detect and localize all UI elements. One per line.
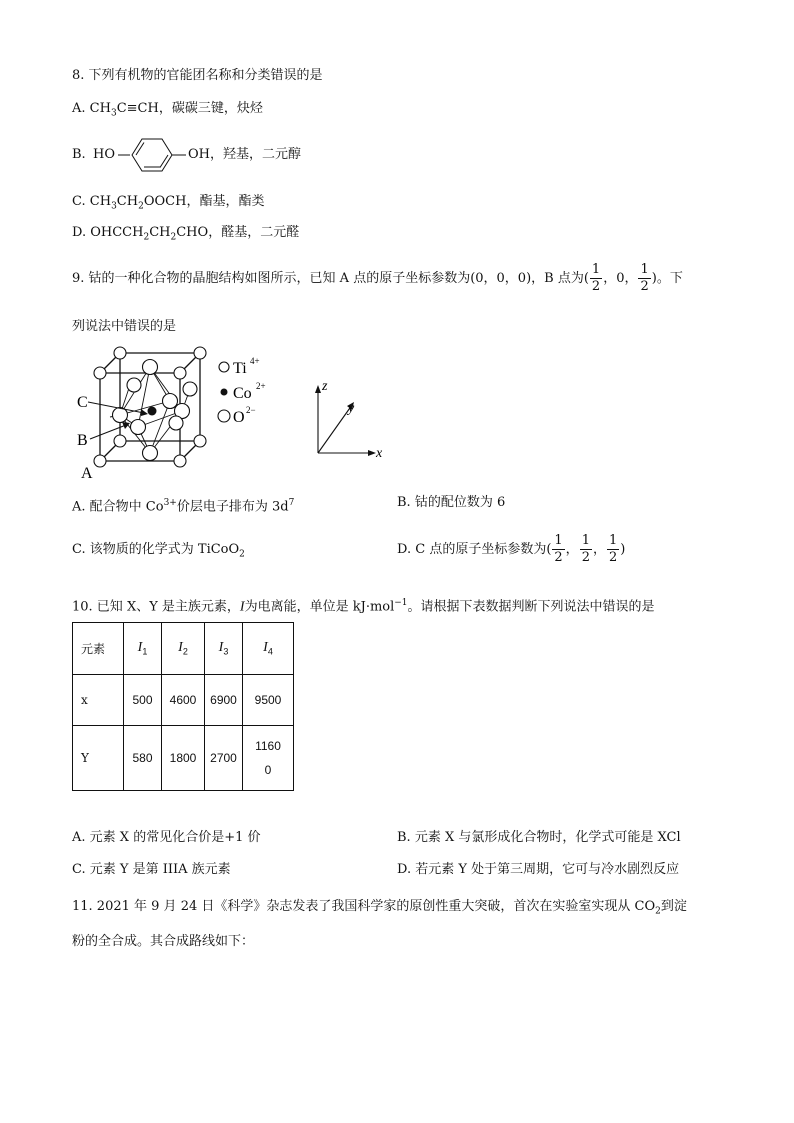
- axis-y-label: y: [348, 401, 355, 416]
- table-row: [73, 726, 294, 791]
- q9-stem-text: )。下: [651, 271, 683, 286]
- separator: ，: [565, 542, 579, 557]
- q9-stem: [72, 262, 683, 296]
- header-i: I: [263, 640, 268, 656]
- option-text: ，碳碳三键，炔烃: [158, 101, 263, 116]
- option-text: ，醛基，二元醛: [208, 225, 300, 240]
- option-text: 元素 Y 是第 IIIA 族元素: [89, 862, 231, 877]
- fraction-denominator: 2: [591, 279, 601, 294]
- q9-stem-text: ，0，: [603, 271, 638, 286]
- crystal-cell-figure: [72, 345, 392, 485]
- label-b: B: [77, 432, 88, 449]
- q10-stem-text: 为电离能，单位是 kJ·mol: [244, 599, 395, 615]
- option-text: 价层电子排布为 3d: [176, 499, 289, 515]
- legend-o: O: [233, 409, 245, 426]
- option-label: B.: [397, 495, 411, 510]
- q10-stem: [72, 594, 655, 616]
- option-label: D.: [72, 225, 87, 240]
- formula-subscript: 2: [143, 232, 150, 243]
- option-text: ，羟基，二元醇: [210, 147, 302, 162]
- fraction-half: [607, 533, 619, 566]
- table-cell: 4600: [162, 675, 205, 726]
- benzene-ring-icon: [118, 135, 186, 175]
- option-label: B.: [72, 147, 86, 162]
- q8-stem-text: 8. 下列有机物的官能团名称和分类错误的是: [72, 68, 323, 83]
- formula-part: OHCCH: [90, 225, 144, 240]
- q10-option-d: [397, 861, 679, 879]
- option-label: C.: [72, 862, 86, 877]
- unit-exponent: −1: [394, 598, 408, 608]
- q9-option-d: [397, 533, 625, 567]
- q11-stem: [72, 898, 687, 921]
- q8-option-c: [72, 193, 264, 216]
- hydroxyl-right: OH: [188, 147, 210, 162]
- header-i: I: [137, 640, 143, 656]
- q9-stem-text: 9. 钴的一种化合物的晶胞结构如图所示，已知 A 点的原子坐标参数为(0，0，0)，B 点为(: [72, 271, 589, 286]
- option-text: 该物质的化学式为 TiCoO: [89, 542, 240, 557]
- option-label: A.: [72, 101, 86, 116]
- option-text: 元素 X 的常见化合价是+1 价: [89, 830, 261, 845]
- legend-co-marker: [221, 389, 228, 396]
- fraction-denominator: 2: [554, 550, 563, 565]
- hydroxyl-left: HO: [93, 147, 115, 162]
- q8-option-b-text: [188, 146, 301, 164]
- header-sub: 4: [267, 646, 273, 657]
- table-cell: 580: [124, 726, 162, 791]
- q8-stem: [72, 67, 323, 85]
- legend-o-marker: [218, 410, 230, 422]
- legend-ti-charge: 4+: [250, 356, 260, 366]
- table-cell: 1800: [162, 726, 205, 791]
- table-cell: Y: [73, 726, 124, 791]
- header-i: I: [178, 640, 183, 656]
- q10-stem-text: 。请根据下表数据判断下列说法中错误的是: [407, 599, 655, 615]
- formula-part: CHO: [176, 225, 209, 240]
- fraction-denominator: 2: [640, 279, 649, 294]
- separator: ，: [592, 542, 606, 557]
- table-header-cell: [124, 623, 162, 675]
- formula-subscript: 2: [655, 906, 661, 917]
- formula-subscript: 2: [239, 549, 245, 560]
- fraction-half: [580, 533, 592, 566]
- option-label: C.: [72, 542, 86, 557]
- table-cell: 500: [124, 675, 162, 726]
- ionization-energy-table: [72, 622, 294, 791]
- header-sub: 1: [142, 646, 148, 657]
- table-row: [73, 675, 294, 726]
- option-text: 钴的配位数为 6: [414, 495, 506, 510]
- fraction-half: [638, 262, 650, 295]
- q10-stem-text: 10. 已知 X、Y 是主族元素，: [72, 599, 240, 615]
- q8-option-a: [72, 100, 263, 123]
- table-cell: x: [73, 675, 124, 726]
- option-text: 元素 X 与氯形成化合物时，化学式可能是 XCl: [414, 830, 681, 845]
- fraction-numerator: 1: [581, 533, 590, 548]
- option-text: ): [620, 542, 626, 557]
- legend-ti-marker: [219, 362, 229, 372]
- option-label: A.: [72, 499, 86, 515]
- q11-stem-text: 到淀: [660, 899, 687, 914]
- option-text: C 点的原子坐标参数为(: [415, 542, 552, 557]
- q8-option-d: [72, 224, 299, 247]
- q11-stem-text: 11. 2021 年 9 月 24 日《科学》杂志发表了我国科学家的原创性重大突破，首次在实验室实现从 CO: [72, 899, 656, 914]
- formula-part: CH: [149, 225, 171, 240]
- formula-part: CH: [89, 101, 111, 116]
- fraction-numerator: 1: [608, 533, 618, 548]
- axis-z-label: z: [322, 379, 328, 394]
- formula-part: OOCH: [143, 194, 187, 209]
- axis-x-label: x: [376, 446, 383, 461]
- table-header-cell: [162, 623, 205, 675]
- table-header-row: [73, 623, 294, 675]
- electron-count: 7: [288, 498, 295, 508]
- legend-ti: Ti: [233, 360, 247, 377]
- option-label: A.: [72, 830, 86, 845]
- label-a: A: [81, 465, 93, 482]
- q9-stem-line2: [72, 318, 176, 336]
- option-text: ，酯基，酯类: [186, 194, 265, 209]
- fraction-denominator: 2: [608, 550, 618, 565]
- q11-stem-line2: [72, 933, 254, 951]
- q8-option-b: [72, 146, 86, 164]
- header-sub: 3: [223, 646, 229, 657]
- q10-option-a: [72, 829, 261, 847]
- table-header-cell: [205, 623, 243, 675]
- legend-co-charge: 2+: [256, 381, 266, 391]
- formula-part: CH: [116, 194, 139, 209]
- q9-option-c: [72, 541, 245, 564]
- header-element: 元素: [81, 642, 106, 656]
- fraction-denominator: 2: [581, 550, 590, 565]
- ionization-symbol: I: [239, 599, 245, 615]
- option-text: 配合物中 Co: [89, 499, 164, 515]
- q10-option-c: [72, 861, 231, 879]
- fraction-numerator: 1: [640, 262, 649, 277]
- formula-part: CH: [89, 194, 112, 209]
- formula-subscript: 3: [111, 201, 117, 212]
- legend-co: Co: [233, 385, 252, 402]
- formula-subscript: 2: [170, 232, 177, 243]
- q10-option-b: [397, 829, 681, 847]
- table-header-cell: [243, 623, 294, 675]
- legend-o-charge: 2−: [246, 405, 256, 415]
- option-text: 若元素 Y 处于第三周期，它可与冷水剧烈反应: [415, 862, 680, 877]
- table-cell: 9500: [243, 675, 294, 726]
- coordinate-axes: [318, 389, 372, 453]
- fraction-numerator: 1: [591, 262, 601, 277]
- table-cell: 2700: [205, 726, 243, 791]
- formula-part: C≡CH: [116, 101, 159, 116]
- option-label: D.: [397, 862, 412, 877]
- header-i: I: [218, 640, 224, 656]
- co-atom: [148, 407, 157, 416]
- table-header-cell: [73, 623, 124, 675]
- ion-charge: 3+: [163, 498, 177, 508]
- q9-option-a: [72, 494, 294, 516]
- option-label: D.: [397, 542, 412, 557]
- fraction-half: [590, 262, 602, 295]
- formula-subscript: 3: [110, 108, 117, 119]
- q9-stem-text: 列说法中错误的是: [72, 319, 177, 334]
- label-c: C: [77, 394, 88, 411]
- q11-stem-text: 粉的全合成。其合成路线如下：: [72, 934, 255, 949]
- fraction-half: [552, 533, 564, 566]
- q9-option-b: [397, 494, 505, 512]
- header-sub: 2: [182, 646, 188, 657]
- fraction-numerator: 1: [554, 533, 563, 548]
- table-cell: 6900: [205, 675, 243, 726]
- table-cell: 1160 0: [243, 726, 294, 791]
- option-label: B.: [397, 830, 411, 845]
- formula-subscript: 2: [138, 201, 144, 212]
- option-label: C.: [72, 194, 86, 209]
